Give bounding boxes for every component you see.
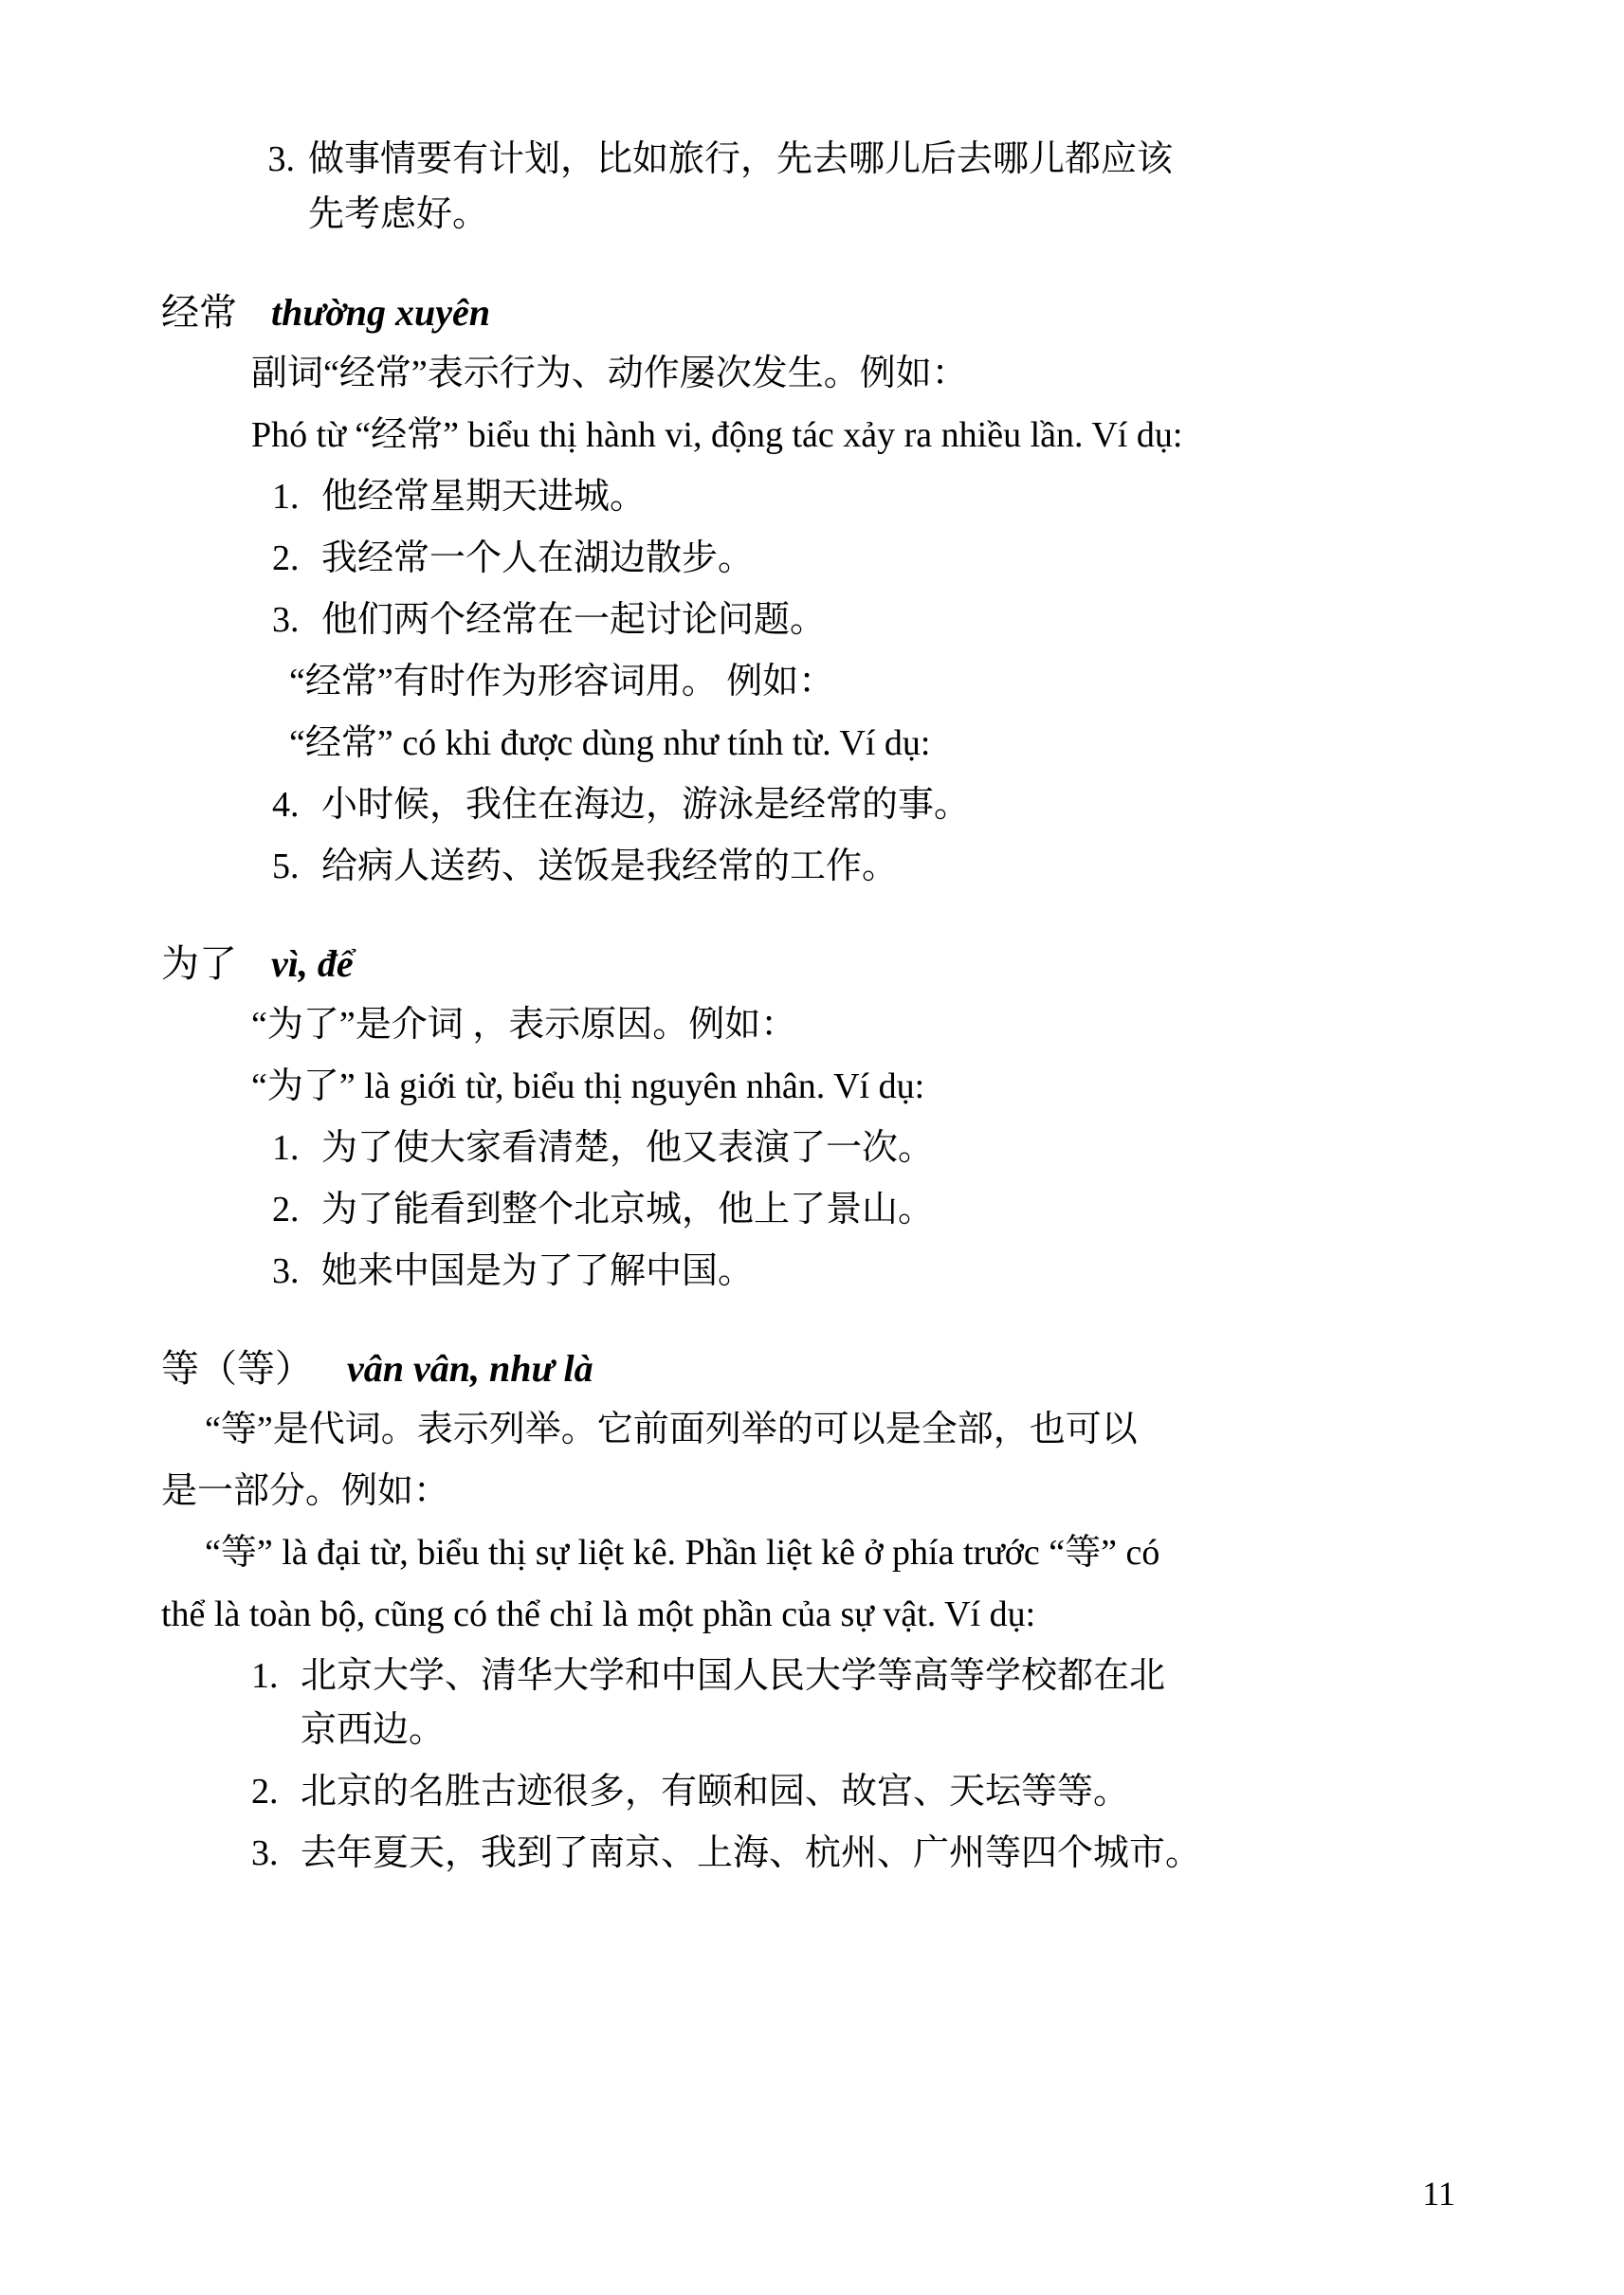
entry-note-vi-line: “等” là đại từ, biểu thị sự liệt kê. Phần liệt kê ở phía trước “等” có — [205, 1532, 1160, 1573]
entry-body — [161, 998, 1463, 1299]
example-text: 给病人送药、送饭是我经常的工作。 — [321, 846, 899, 886]
entry-header — [161, 1342, 1463, 1395]
list-item — [161, 133, 1463, 243]
example-line: 北京大学、清华大学和中国人民大学等高等学校都在北 — [301, 1655, 1166, 1696]
example-text: 去年夏天，我到了南京、上海、杭州、广州等四个城市。 — [301, 1832, 1202, 1873]
entry-note-zh: “为了”是介词 ，表示原因。例如： — [251, 1004, 797, 1045]
example-line: 京西边。 — [301, 1709, 446, 1750]
example-item — [251, 1121, 1463, 1175]
example-text: 他们两个经常在一起讨论问题。 — [321, 599, 827, 640]
example-number: 3. — [272, 1250, 300, 1291]
example-text: 为了能看到整个北京城，他上了景山。 — [321, 1189, 935, 1229]
list-item-line: 先考虑好。 — [308, 193, 489, 234]
entry-note-vi-2: “经常” có khi được dùng như tính từ. Ví dụ: — [289, 722, 931, 763]
example-item — [251, 1245, 1463, 1299]
entry-gloss: thường xuyên — [271, 290, 491, 334]
example-text: 他经常星期天进城。 — [321, 476, 647, 517]
example-item — [251, 1183, 1463, 1237]
entry-note-vi-line: thể là toàn bộ, cũng có thể chỉ là một phần của sự vật. Ví dụ: — [161, 1594, 1036, 1634]
list-item-line: 做事情要有计划，比如旅行，先去哪儿后去哪儿都应该 — [308, 139, 1174, 179]
entry-gloss: vân vân, như là — [347, 1346, 593, 1390]
entry-note-zh-2: “经常”有时作为形容词用。 例如： — [289, 661, 835, 701]
example-item — [161, 1765, 1463, 1819]
dictionary-entry — [161, 286, 1463, 894]
example-number: 2. — [272, 1189, 300, 1229]
entry-gloss: vì, để — [271, 941, 354, 985]
entry-headword: 为了 — [161, 941, 237, 985]
example-number: 1. — [272, 476, 300, 517]
example-text — [301, 1649, 1463, 1758]
entry-body — [161, 1403, 1463, 1881]
example-item — [161, 1827, 1463, 1881]
entry-note-zh-line: “等”是代词。表示列举。它前面列举的可以是全部，也可以 — [205, 1409, 1138, 1449]
example-item — [161, 1649, 1463, 1758]
example-number: 3. — [272, 599, 300, 640]
example-number: 3. — [251, 1832, 279, 1873]
entry-headword: 等（等） — [161, 1346, 313, 1390]
entry-header — [161, 286, 1463, 339]
entry-body — [161, 347, 1463, 894]
example-text: 她来中国是为了了解中国。 — [321, 1250, 755, 1291]
entry-note-vi: Phó từ “经常” biểu thị hành vi, động tác xảy ra nhiều lần. Ví dụ: — [251, 414, 1183, 455]
example-number: 2. — [251, 1771, 279, 1812]
entry-headword: 经常 — [161, 290, 237, 334]
example-number: 4. — [272, 784, 300, 825]
entry-note-zh: 副词“经常”表示行为、动作屡次发生。例如： — [251, 353, 968, 393]
entry-note-zh-line: 是一部分。例如： — [161, 1470, 450, 1511]
example-text: 北京的名胜古迹很多，有颐和园、故宫、天坛等等。 — [301, 1771, 1130, 1812]
example-number: 1. — [251, 1655, 279, 1696]
example-number: 5. — [272, 846, 300, 886]
entry-header — [161, 938, 1463, 991]
list-item-number: 3. — [267, 139, 295, 179]
example-number: 2. — [272, 537, 300, 578]
example-item — [251, 532, 1463, 586]
example-item — [251, 470, 1463, 524]
example-item — [251, 778, 1463, 832]
list-item-text — [308, 133, 1463, 243]
page-number: 11 — [1422, 2175, 1455, 2213]
entry-note-vi: “为了” là giới từ, biểu thị nguyên nhân. Ví dụ: — [251, 1066, 925, 1106]
example-item — [251, 593, 1463, 647]
dictionary-entry — [161, 1342, 1463, 1881]
example-item — [251, 840, 1463, 894]
example-text: 小时候，我住在海边，游泳是经常的事。 — [321, 784, 971, 825]
example-text: 我经常一个人在湖边散步。 — [321, 537, 755, 578]
dictionary-entry — [161, 938, 1463, 1299]
example-number: 1. — [272, 1127, 300, 1168]
example-text: 为了使大家看清楚，他又表演了一次。 — [321, 1127, 935, 1168]
